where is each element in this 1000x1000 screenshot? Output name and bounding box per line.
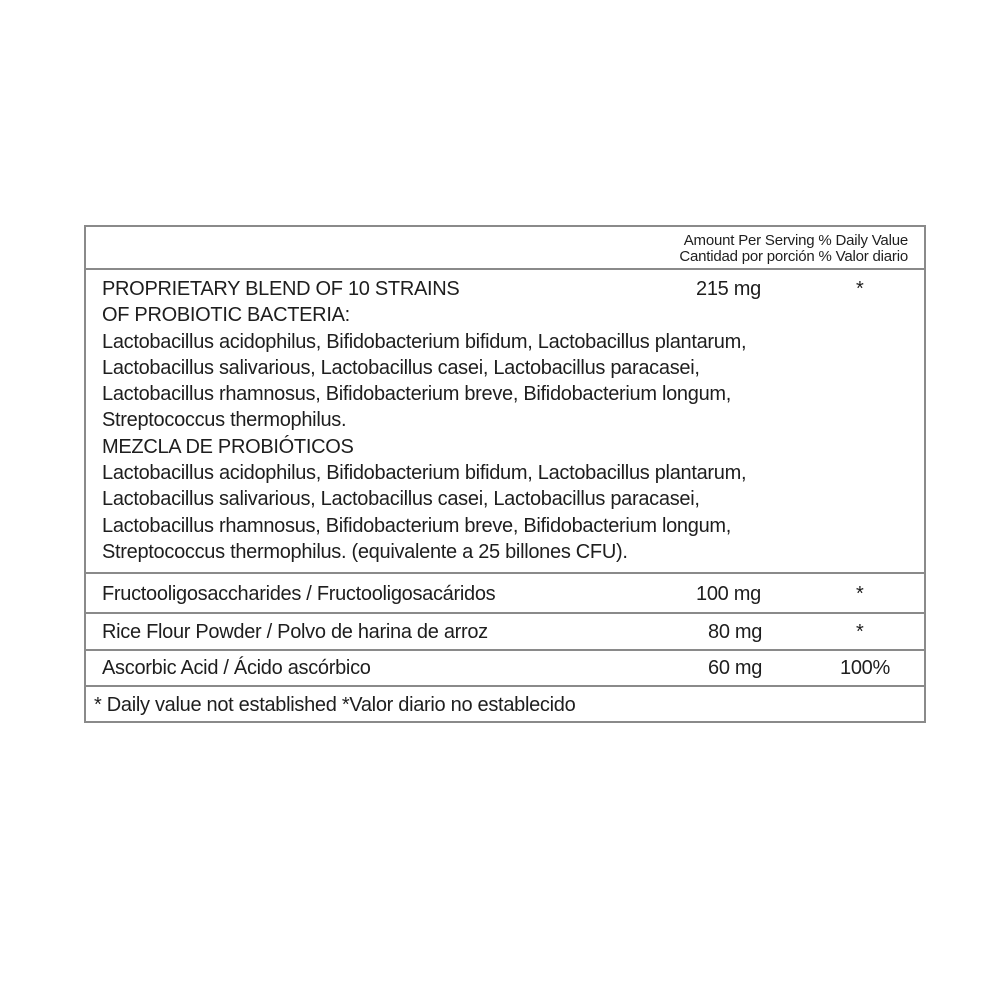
blend-line: MEZCLA DE PROBIÓTICOS <box>102 435 354 458</box>
ingredient-name: Ascorbic Acid / Ácido ascórbico <box>102 657 371 679</box>
blend-line: Lactobacillus rhamnosus, Bifidobacterium breve, Bifidobacterium longum, <box>102 383 732 406</box>
blend-line: Lactobacillus rhamnosus, Bifidobacterium breve, Bifidobacterium longum, <box>102 514 732 537</box>
ingredient-daily-value: 100% <box>840 657 890 679</box>
blend-line: Streptococcus thermophilus. (equivalente a 25 billones CFU). <box>102 540 628 563</box>
blend-line: Lactobacillus salivarious, Lactobacillus casei, Lactobacillus paracasei, <box>102 356 700 379</box>
blend-line: OF PROBIOTIC BACTERIA: <box>102 304 350 327</box>
blend-line: Lactobacillus acidophilus, Bifidobacterium bifidum, Lactobacillus plantarum, <box>102 330 747 353</box>
proprietary-blend-row <box>86 270 924 574</box>
ingredient-name: Rice Flour Powder / Polvo de harina de arroz <box>102 621 488 643</box>
supplement-facts-table <box>84 225 926 723</box>
header-spanish: Cantidad por porción % Valor diario <box>679 248 908 265</box>
blend-description <box>102 276 746 565</box>
footnote: * Daily value not established *Valor diario no establecido <box>94 694 576 716</box>
ingredient-amount: 100 mg <box>696 583 761 605</box>
ingredient-amount: 60 mg <box>708 657 763 679</box>
table-row-fructooligosaccharides <box>86 574 924 614</box>
blend-daily-value: * <box>856 278 864 300</box>
blend-amount: 215 mg <box>696 278 761 300</box>
table-row-ascorbic-acid <box>86 651 924 687</box>
ingredient-daily-value: * <box>856 621 864 643</box>
ingredient-amount: 80 mg <box>708 621 763 643</box>
header-english: Amount Per Serving % Daily Value <box>683 232 908 249</box>
ingredient-daily-value: * <box>856 583 864 605</box>
footnote-row <box>86 687 924 723</box>
blend-line: Lactobacillus acidophilus, Bifidobacterium bifidum, Lactobacillus plantarum, <box>102 462 747 485</box>
ingredient-name: Fructooligosaccharides / Fructooligosacáridos <box>102 583 496 605</box>
blend-line: Lactobacillus salivarious, Lactobacillus casei, Lactobacillus paracasei, <box>102 488 700 511</box>
blend-line: Streptococcus thermophilus. <box>102 409 347 432</box>
table-row-rice-flour <box>86 614 924 651</box>
table-header <box>86 227 924 270</box>
blend-line: PROPRIETARY BLEND OF 10 STRAINS <box>102 278 460 300</box>
